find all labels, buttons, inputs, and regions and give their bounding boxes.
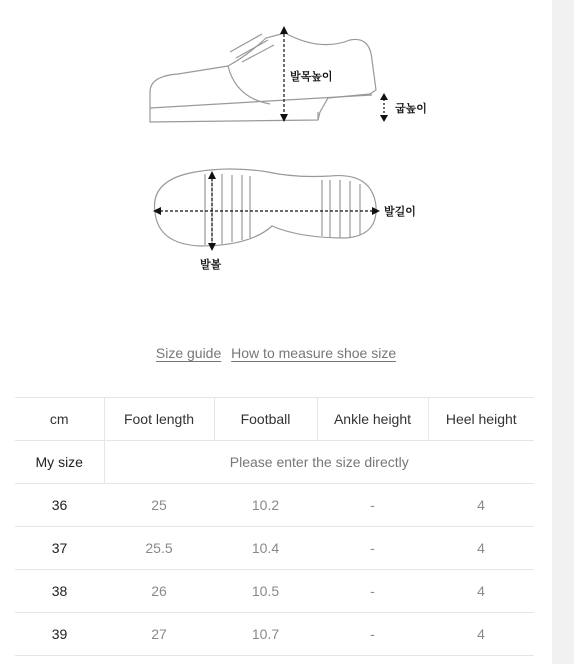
heel-height-cell: 4 <box>428 613 534 656</box>
shoe-measurement-diagram <box>0 0 552 300</box>
football-cell: 10.7 <box>214 613 317 656</box>
size-guide-link[interactable]: Size guide <box>155 345 222 361</box>
ankle-height-cell: - <box>317 484 428 527</box>
column-header: Football <box>214 398 317 441</box>
ankle-height-arrow <box>280 26 288 122</box>
heel-height-cell: 4 <box>428 570 534 613</box>
table-row <box>15 527 534 570</box>
table-row <box>15 570 534 613</box>
ankle-height-label: 발목높이 <box>290 70 333 83</box>
my-size-message[interactable]: Please enter the size directly <box>104 441 534 484</box>
size-table <box>15 397 534 656</box>
foot-length-arrow <box>153 207 380 215</box>
foot-length-cell: 26 <box>104 570 214 613</box>
heel-height-cell: 4 <box>428 484 534 527</box>
ball-width-arrow <box>208 171 216 251</box>
football-cell: 10.2 <box>214 484 317 527</box>
shoe-sole-illustration <box>155 169 377 246</box>
guide-links <box>0 345 552 361</box>
my-size-row <box>15 441 534 484</box>
column-header: Foot length <box>104 398 214 441</box>
ankle-height-cell: - <box>317 527 428 570</box>
my-size-label: My size <box>15 441 104 484</box>
size-cell: 36 <box>15 484 104 527</box>
column-header: cm <box>15 398 104 441</box>
foot-length-label: 발길이 <box>384 205 416 218</box>
heel-height-arrow <box>380 93 388 122</box>
side-panel-background <box>552 0 574 664</box>
ankle-height-cell: - <box>317 613 428 656</box>
foot-length-cell: 25.5 <box>104 527 214 570</box>
ankle-height-cell: - <box>317 570 428 613</box>
football-cell: 10.5 <box>214 570 317 613</box>
column-header: Heel height <box>428 398 534 441</box>
table-row <box>15 484 534 527</box>
foot-length-cell: 25 <box>104 484 214 527</box>
column-header: Ankle height <box>317 398 428 441</box>
size-cell: 37 <box>15 527 104 570</box>
table-row <box>15 613 534 656</box>
how-to-measure-link[interactable]: How to measure shoe size <box>231 345 397 361</box>
heel-height-label: 굽높이 <box>395 102 427 115</box>
size-cell: 39 <box>15 613 104 656</box>
foot-length-cell: 27 <box>104 613 214 656</box>
size-cell: 38 <box>15 570 104 613</box>
heel-height-cell: 4 <box>428 527 534 570</box>
ball-width-label: 발볼 <box>200 258 222 271</box>
shoe-side-illustration <box>150 33 376 122</box>
table-header-row <box>15 398 534 441</box>
football-cell: 10.4 <box>214 527 317 570</box>
